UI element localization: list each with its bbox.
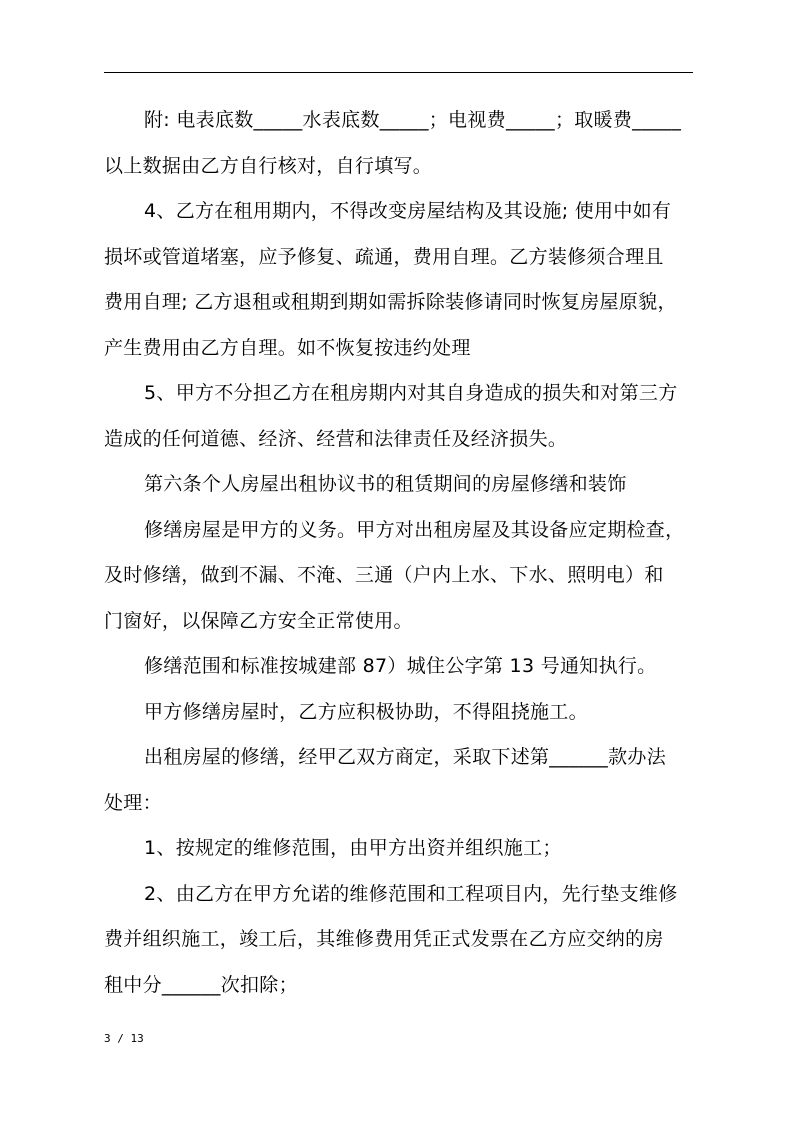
paragraph-line: 租中分______次扣除； [104,973,298,996]
paragraph-line: 及时修缮，做到不漏、不淹、三通（户内上水、下水、照明电）和 [104,564,664,586]
paragraph-line: 修缮房屋是甲方的义务。甲方对出租房屋及其设备应定期检查， [144,518,685,541]
list-item-option-1: 1、按规定的维修范围，由甲方出资并组织施工； [144,837,562,859]
paragraph-line: 甲方修缮房屋时，乙方应积极协助，不得阻挠施工。 [144,700,588,723]
paragraph-line: 以上数据由乙方自行核对，自行填写。 [104,154,433,177]
header-rule [104,72,693,73]
paragraph-line: 处理： [104,791,162,814]
paragraph-line: 修缮范围和标准按城建部 87）城住公字第 13 号通知执行。 [144,655,657,677]
section-heading-article-6: 第六条个人房屋出租协议书的租赁期间的房屋修缮和装饰 [144,473,627,495]
paragraph-line: 出租房屋的修缮，经甲乙双方商定，采取下述第______款办法 [144,746,667,768]
page-number: 3 / 13 [104,1032,144,1045]
paragraph-line-meter-readings: 附: 电表底数_____水表底数_____；电视费_____；取暖费_____ [144,109,682,131]
paragraph-line: 费用自理; 乙方退租或租期到期如需拆除装修请同时恢复房屋原貌， [104,291,677,313]
document-body [104,100,693,1010]
paragraph-line: 产生费用由乙方自理。如不恢复按违约处理 [104,336,471,359]
paragraph-line: 损坏或管道堵塞，应予修复、疏通，费用自理。乙方装修须合理且 [104,245,664,268]
paragraph-line-clause-5: 5、甲方不分担乙方在租房期内对其自身造成的损失和对第三方 [144,382,678,404]
list-item-option-2: 2、由乙方在甲方允诺的维修范围和工程项目内，先行垫支维修 [144,882,678,905]
paragraph-line: 造成的任何道德、经济、经营和法律责任及经济损失。 [104,427,568,450]
paragraph-line-clause-4: 4、乙方在租用期内，不得改变房屋结构及其设施; 使用中如有 [144,200,672,222]
paragraph-line: 费并组织施工，竣工后，其维修费用凭正式发票在乙方应交纳的房 [104,928,664,950]
paragraph-line: 门窗好，以保障乙方安全正常使用。 [104,609,413,632]
